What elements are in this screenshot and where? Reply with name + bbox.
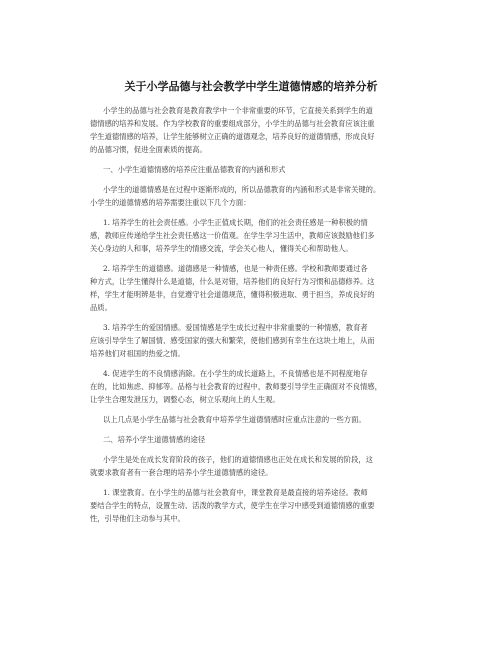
text-line: 种方式，让学生懂得什么是道德，什么是对错，培养他们的良好行为习惯和品德修养。这 [90, 277, 375, 286]
paragraph [90, 453, 425, 479]
paragraph [90, 413, 425, 426]
document-title: 关于小学品德与社会教学中学生道德情感的培养分析 [124, 80, 378, 93]
paragraph [90, 216, 425, 255]
paragraph [90, 486, 425, 525]
paragraph [90, 163, 425, 176]
text-line: 3. 培养学生的爱国情感。爱国情感是学生成长过程中非常重要的一种情感，教育者 [103, 323, 368, 332]
text-line: 1. 培养学生的社会责任感。小学生正值成长期，他们的社会责任感是一种积极的情 [103, 218, 368, 227]
paragraph [90, 262, 425, 314]
text-line: 应该引导学生了解国情、感受国家的强大和繁荣，使他们感到有幸生在这块土地上，从而 [90, 336, 375, 345]
text-line: 小学生的道德情感是在过程中逐渐形成的，所以品德教育的内涵和形式是非常关键的。 [103, 185, 381, 194]
text-line: 学生道德情感的培养，让学生能够树立正确的道德观念，培养良好的道德情感，形成良好 [90, 132, 375, 141]
text-line: 一、小学生道德情感的培养应注重品德教育的内涵和形式 [103, 165, 286, 174]
text-line: 以上几点是小学生品德与社会教育中培养学生道德情感时应重点注意的一些方面。 [103, 415, 366, 424]
text-line: 在的，比如焦虑、抑郁等。品格与社会教育的过程中，教师要引导学生正确面对不良情感， [90, 382, 382, 391]
text-line: 要结合学生的特点，设置生动、活泼的教学方式，使学生在学习中感受到道德情感的重要 [90, 501, 375, 510]
text-line: 让学生合理发泄压力，调整心态，树立乐观向上的人生观。 [90, 395, 280, 404]
paragraph [90, 321, 425, 360]
text-line: 4. 促进学生的不良情感消除。在小学生的成长道路上，不良情感也是不同程度地存 [103, 369, 368, 378]
paragraph [90, 433, 425, 446]
text-line: 德情感的培养和发展。作为学校教育的重要组成部分，小学生的品德与社会教育应该注重 [90, 119, 375, 128]
document-body [90, 104, 425, 532]
text-line: 的品德习惯，促进全面素质的提高。 [90, 145, 207, 154]
text-line: 小学生的道德情感的培养需要注重以下几个方面： [90, 198, 251, 207]
text-line: 2. 培养学生的道德感。道德感是一种情感，也是一种责任感。学校和教师要通过各 [103, 264, 368, 273]
paragraph [90, 104, 425, 156]
text-line: 感，教师应传递给学生社会责任感这一价值观。在学生学习生活中，教师应该鼓励他们多 [90, 231, 375, 240]
text-line: 小学生是处在成长发育阶段的孩子，他们的道德情感也正处在成长和发展的阶段，这 [103, 455, 373, 464]
text-line: 就要求教育者有一套合理的培养小学生道德情感的途径。 [90, 468, 273, 477]
text-line: 性，引导他们主动参与其中。 [90, 514, 185, 523]
text-line: 样，学生才能明辨是非，自觉遵守社会道德规范，懂得积极进取、勇于担当，养成良好的 [90, 290, 375, 299]
text-line: 品质。 [90, 303, 112, 312]
text-line: 培养他们对祖国的热爱之情。 [90, 349, 185, 358]
text-line: 关心身边的人和事，培养学生的情感交流，学会关心他人，懂得关心和帮助他人。 [90, 244, 353, 253]
paragraph [90, 183, 425, 209]
text-line: 1. 课堂教育。在小学生的品德与社会教育中，课堂教育是最直接的培养途径。教师 [103, 488, 368, 497]
paragraph [90, 367, 425, 406]
text-line: 小学生的品德与社会教育是教育教学中一个非常重要的环节，它直接关系到学生的道 [103, 106, 373, 115]
text-line: 二、培养小学生道德情感的途径 [103, 435, 206, 444]
